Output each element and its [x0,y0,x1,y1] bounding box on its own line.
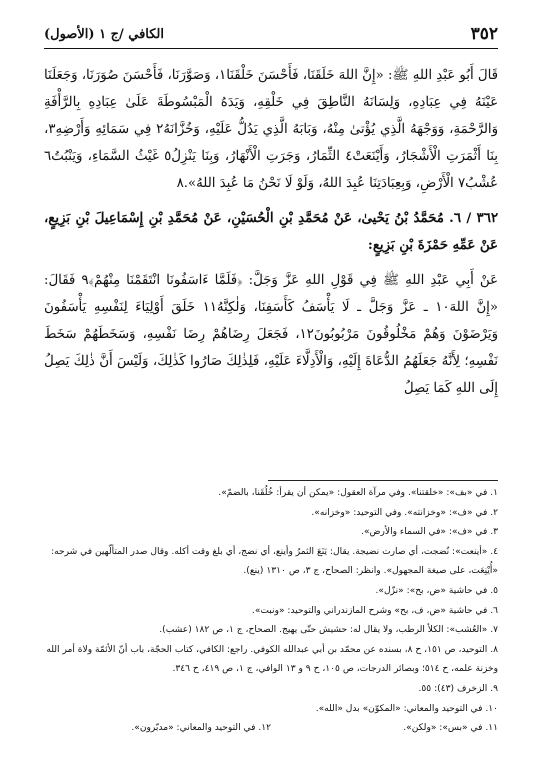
footnote: ٧. «العُشب»: الكلأ الرطب، ولا يقال له: حشيش حتّى يهيج. الصحاح، ج ١، ص ١٨٢ (عشب). [159,625,498,636]
hadith-chain: ٣٦٢ / ٦. مُحَمَّدُ بْنُ يَحْيىٰ، عَنْ مُحَمَّدِ بْنِ الْحُسَيْنِ، عَنْ مُحَمَّدِ بْنِ إِسْمَاعِيلَ بْنِ بَزِيعٍ، عَنْ عَمِّهِ حَمْزَةَ بْنِ بَزِيعٍ: [44,211,498,253]
footnote: ٨. التوحيد، ص ١٥١، ح ٨، بسنده عن محمّد بن أبي عبدالله الكوفي. راجع: الكافي، كتاب الحجّة، باب أنّ الأئمّة ولاة أمر الله وخزنة علمه، ح ٥١٤؛ وبصائر الدرجات، ص ١٠٥، ح ٩ و ١٣ الوافي، ج ١، ص ٤١٩، ح ٣٤٦. [46,644,498,675]
footnote: ١٠. في التوحيد والمعاني: «المكوّن» بدل «الله». [315,703,498,714]
footnote-row [44,719,498,739]
footnote: ١. في «بف»: «خلقتنا». وفي مرآة العقول: «يمكن أن يقرأ: خُلُقَنا، بالضمّ». [218,488,498,498]
page-number: ٣٥٢ [470,24,498,44]
footnote: ٣. في «ف»: «في السماء والأرض». [361,527,498,538]
footnotes [44,484,498,739]
hadith-paragraph: عَنْ أَبِي عَبْدِ اللهِ ﷺ فِي قَوْلِ اللهِ عَزَّ وَجَلَّ: ﴿فَلَمَّا ءَاسَفُونَا انْتَقَمْنَا مِنْهُمْ﴾٩ فَقَالَ: «إِنَّ اللهَ١٠ ـ عَزَّ وَجَلَّ ـ لَا يَأْسَفُ كَأَسَفِنَا، وَلٰكِنَّهُ١١ خَلَقَ أَوْلِيَاءَ لِنَفْسِهِ يَأْسَفُونَ وَيَرْضَوْنَ وَهُمْ مَخْلُوقُونَ مَرْبُوبُونَ١٢، فَجَعَلَ رِضَاهُمْ رِضَا نَفْسِهِ، وَسَخَطَهُمْ سَخَطَ نَفْسِهِ؛ لِأَنَّهُ جَعَلَهُمُ الدُّعَاةَ إِلَيْهِ، وَالْأَدِلَّاءَ عَلَيْهِ، فَلِذٰلِكَ صَارُوا كَذٰلِكَ، وَلَيْسَ أَنَّ ذٰلِكَ يَصِلُ إِلَى اللهِ كَمَا يَصِلُ [44,273,498,396]
footnote: ٢. في «ف»: «وخزانته». وفي التوحيد: «وخزانه». [311,507,498,518]
page-header [44,24,498,49]
footnote: ٦. في حاشية «ض، ف، بح» وشرح المازندراني والتوحيد: «ونبت». [251,605,498,616]
footnote: ٩. الزخرف (٤٣): ٥٥. [418,683,498,694]
running-head: الكافي /ج ١ (الأصول) [44,26,165,42]
footnote-divider [268,480,498,481]
footnote: ١١. في «بس»: «ولكن». [403,723,498,734]
hadith-paragraph: قَالَ أَبُو عَبْدِ اللهِ ﷺ: «إِنَّ اللهَ خَلَقَنَا، فَأَحْسَنَ خَلْقَنَا١، وَصَوَّرَنَا، فَأَحْسَنَ صُوَرَنَا، وَجَعَلَنَا عَيْنَهُ فِي عِبَادِهِ، وَلِسَانَهُ النَّاطِقَ فِي خَلْقِهِ، وَيَدَهُ الْمَبْسُوطَةَ عَلَىٰ عِبَادِهِ بِالرَّأْفَةِ وَالرَّحْمَةِ، وَوَجْهَهُ الَّذِي يُؤْتىٰ مِنْهُ، وَبَابَهُ الَّذِي يَدُلُّ عَلَيْهِ، وَخُزَّانَهُ٢ فِي سَمَائِهِ وَأَرْضِهِ٣، بِنَا أَثْمَرَتِ الْأَشْجَارُ، وَأَيْنَعَتْ٤ الثِّمَارُ، وَجَرَتِ الْأَنْهَارُ، وَبِنَا يَنْزِلُ٥ غَيْثُ السَّمَاءِ، وَيَنْبُتُ٦ عُشْبُ٧ الْأَرْضِ، وَبِعِبَادَتِنَا عُبِدَ اللهُ، وَلَوْ لَا نَحْنُ مَا عُبِدَ اللهُ».٨ [44,68,499,191]
footnote: ٤. «أينعت»: نُضجت، أي صارت نضيجة. يقال: يَنَعَ الثمرُ وأينع، أي نضج، أي بلغ وقت أكله. وقال صدر المتألّهين في شرحه: «أُيْنِعَت، على صيغة المجهول». وانظر: الصحاح، ج ٣، ص ١٣١٠ (ينع). [51,546,498,577]
footnote: ٥. في حاشية «ض، بح»: «نزّل». [375,585,498,596]
main-text [44,62,498,410]
footnote: ١٢. في التوحيد والمعاني: «مدبّرون». [131,723,271,734]
